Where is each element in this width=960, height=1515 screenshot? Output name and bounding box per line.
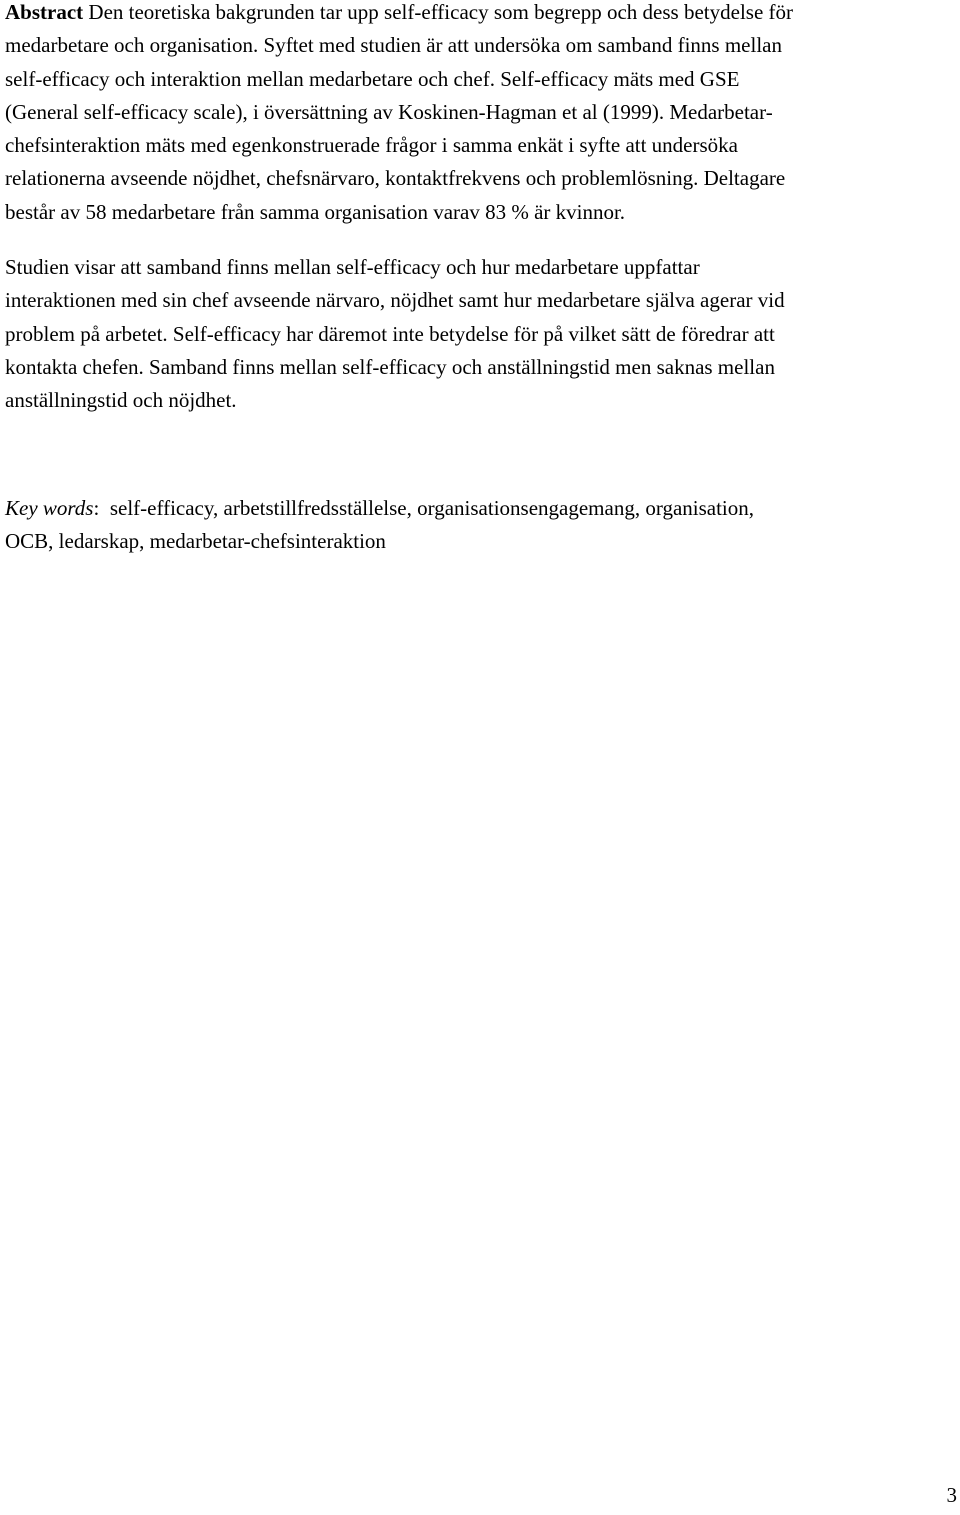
results-line-3: problem på arbetet. Self-efficacy har däremot inte betydelse för på vilket sätt de föredrar att	[5, 321, 775, 346]
abstract-line-7: består av 58 medarbetare från samma organisation varav 83 % är kvinnor.	[5, 199, 626, 224]
abstract-line-4: (General self-efficacy scale), i översättning av Koskinen-Hagman et al (1999). Medarbetar-	[5, 99, 773, 124]
results-line-2: interaktionen med sin chef avseende närvaro, nöjdhet samt hur medarbetare själva agerar vid	[5, 288, 785, 313]
abstract-line-5: chefsinteraktion mäts med egenkonstruerade frågor i samma enkät i syfte att undersöka	[5, 133, 738, 158]
keywords-paragraph	[5, 492, 957, 559]
abstract-text: Den teoretiska bakgrunden tar upp self-efficacy som begrepp och dess betydelse för	[83, 0, 794, 24]
abstract-label: Abstract	[5, 0, 84, 24]
abstract-paragraph	[5, 0, 957, 229]
results-paragraph	[5, 251, 957, 417]
keywords-line-2: OCB, ledarskap, medarbetar-chefsinteraktion	[5, 529, 386, 554]
results-line-1: Studien visar att samband finns mellan self-efficacy och hur medarbetare uppfattar	[5, 255, 700, 279]
keywords-line-1	[5, 492, 957, 525]
abstract-line-2: medarbetare och organisation. Syftet med studien är att undersöka om samband finns mellan	[5, 33, 782, 58]
abstract-line-3: self-efficacy och interaktion mellan medarbetare och chef. Self-efficacy mäts med GSE	[5, 66, 740, 91]
results-line-5: anställningstid och nöjdhet.	[5, 388, 237, 413]
keywords-text: self-efficacy, arbetstillfredsställelse, organisationsengagemang, organisation,	[99, 496, 755, 520]
keywords-separator: :	[93, 496, 100, 520]
keywords-label: Key words	[5, 496, 94, 520]
abstract-line-1	[5, 0, 957, 29]
results-line-4: kontakta chefen. Samband finns mellan self-efficacy och anställningstid men saknas mellan	[5, 354, 775, 379]
abstract-line-6: relationerna avseende nöjdhet, chefsnärvaro, kontaktfrekvens och problemlösning. Deltagare	[5, 166, 786, 191]
page-number: 3	[946, 1483, 957, 1507]
